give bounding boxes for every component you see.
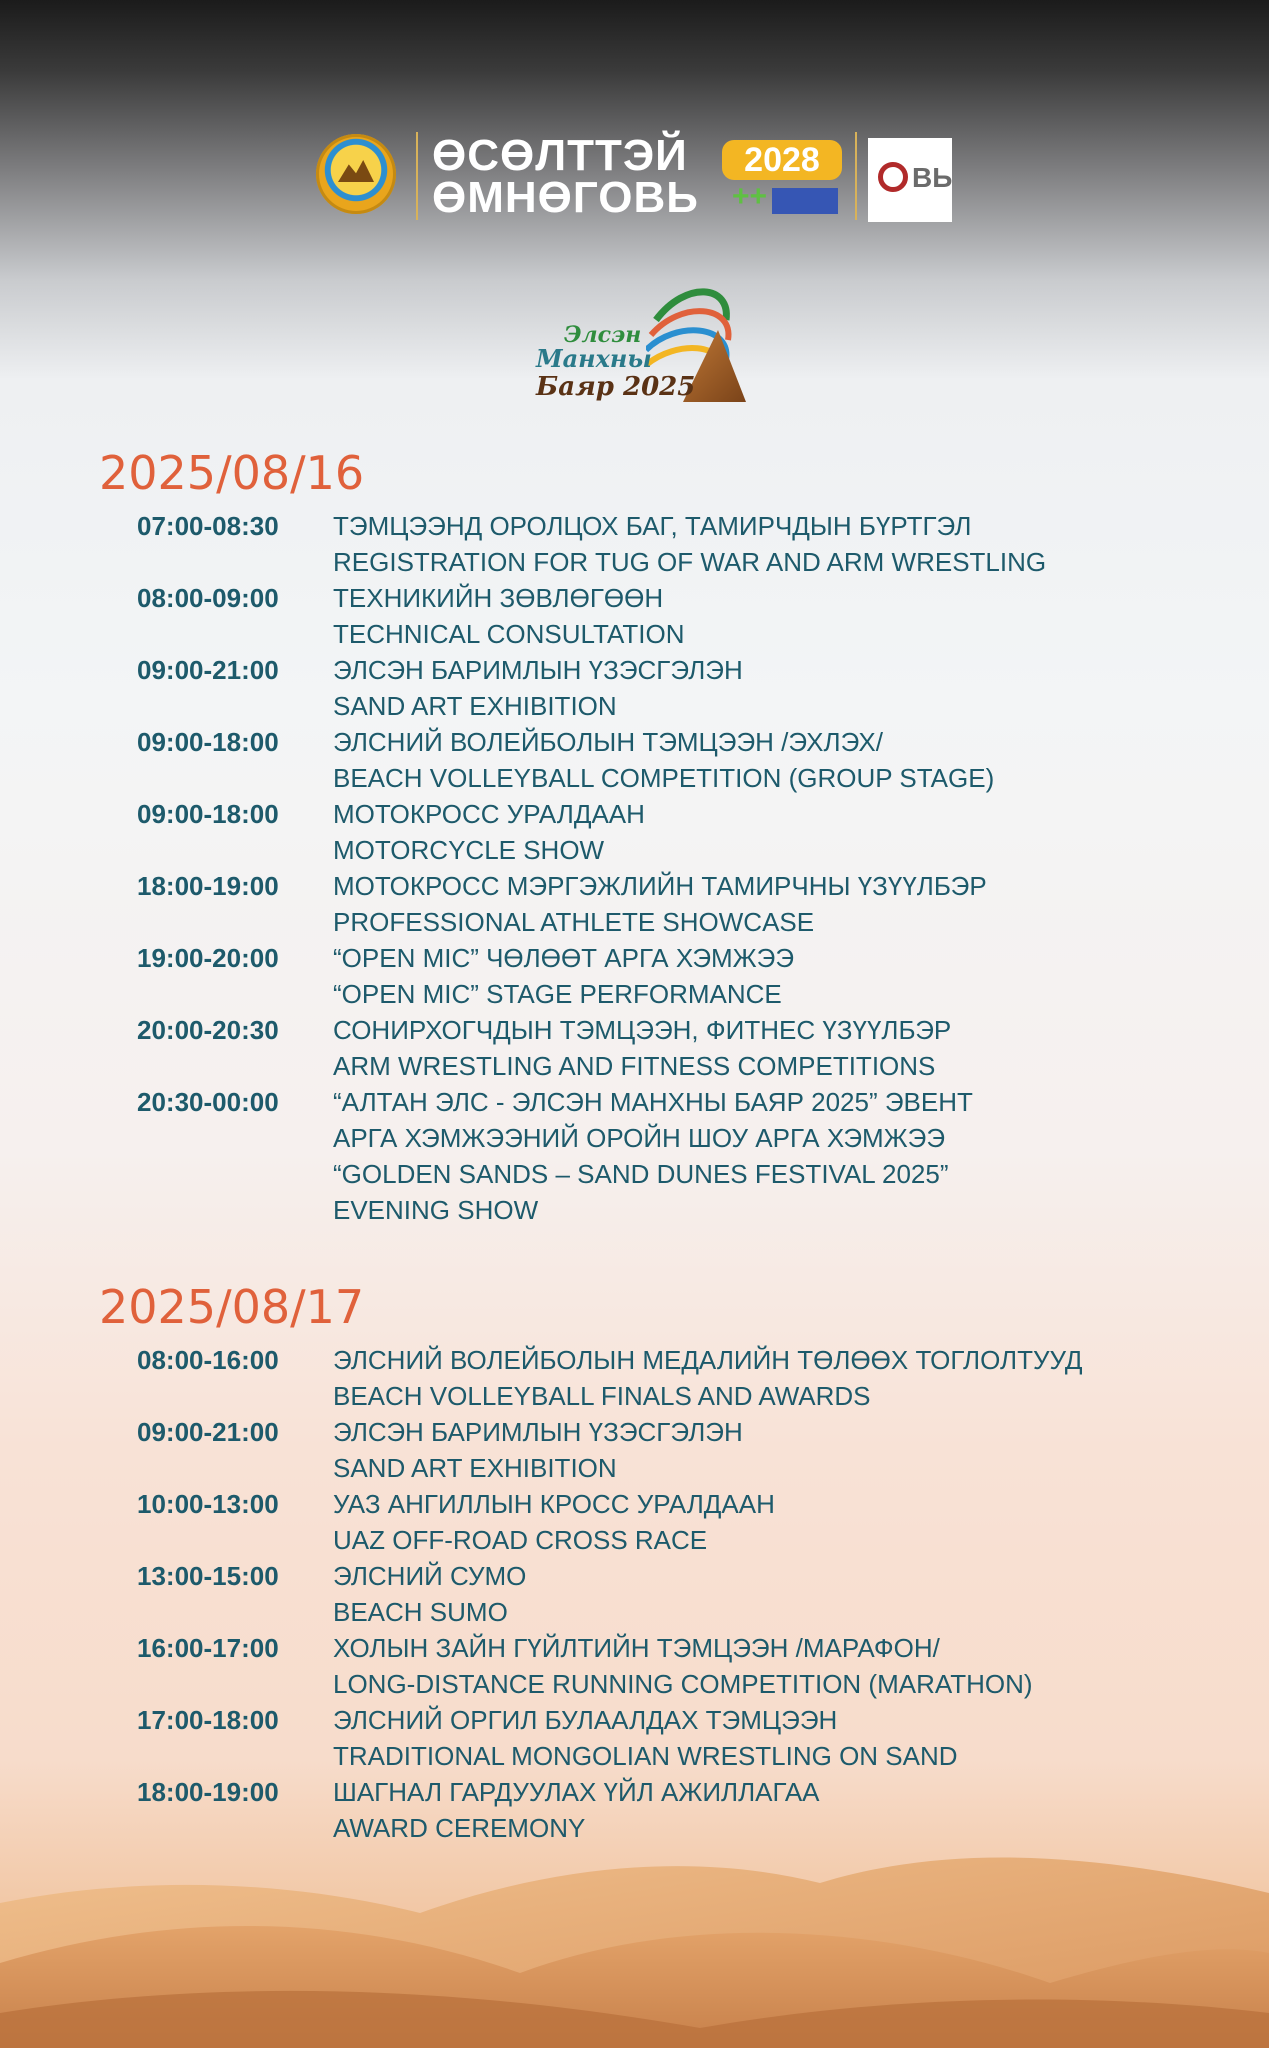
partner-text: ВЬ [912, 162, 953, 193]
schedule-event [0, 1702, 1269, 1774]
event-description-line: BEACH VOLLEYBALL FINALS AND AWARDS [333, 1381, 871, 1411]
event-time: 17:00-18:00 [137, 1705, 279, 1735]
event-description [333, 796, 1269, 868]
event-description-line: “OPEN MIC” STAGE PERFORMANCE [333, 979, 782, 1009]
event-description [333, 580, 1269, 652]
schedule-event [0, 868, 1269, 940]
event-list [0, 1342, 1269, 1846]
slogan-plus: ++ [732, 180, 768, 213]
schedule-event [0, 940, 1269, 1012]
schedule-event [0, 1558, 1269, 1630]
event-description [333, 1702, 1269, 1774]
festival-logo-line-1: Элсэн [564, 322, 642, 348]
event-description-line: АРГА ХЭМЖЭЭНИЙ ОРОЙН ШОУ АРГА ХЭМЖЭЭ [333, 1123, 946, 1153]
event-time: 09:00-21:00 [137, 655, 279, 685]
schedule-event [0, 508, 1269, 580]
event-description [333, 1084, 1269, 1228]
event-description [333, 1012, 1269, 1084]
event-description [333, 1342, 1269, 1414]
schedule-event [0, 652, 1269, 724]
schedule-event [0, 1342, 1269, 1414]
event-time: 08:00-16:00 [137, 1345, 279, 1375]
event-description-line: BEACH VOLLEYBALL COMPETITION (GROUP STAGE) [333, 763, 995, 793]
festival-logo [526, 280, 741, 405]
event-description-line: SAND ART EXHIBITION [333, 1453, 617, 1483]
slogan-line-2: ӨМНӨГОВЬ [432, 173, 699, 222]
schedule-event [0, 1630, 1269, 1702]
event-description [333, 652, 1269, 724]
event-time: 20:00-20:30 [137, 1015, 279, 1045]
event-time: 19:00-20:00 [137, 943, 279, 973]
event-description-line: ЭЛСНИЙ ОРГИЛ БУЛААЛДАХ ТЭМЦЭЭН [333, 1705, 838, 1735]
slogan-logo [432, 132, 852, 222]
event-time: 09:00-21:00 [137, 1417, 279, 1447]
event-description-line: ТЭМЦЭЭНД ОРОЛЦОХ БАГ, ТАМИРЧДЫН БҮРТГЭЛ [333, 511, 972, 541]
event-description-line: AWARD CEREMONY [333, 1813, 586, 1843]
event-description-line: “GOLDEN SANDS – SAND DUNES FESTIVAL 2025” [333, 1159, 949, 1189]
schedule-event [0, 1012, 1269, 1084]
schedule-event [0, 1774, 1269, 1846]
event-description-line: PROFESSIONAL ATHLETE SHOWCASE [333, 907, 815, 937]
omnogovi-emblem-icon [316, 134, 396, 214]
event-description-line: ШАГНАЛ ГАРДУУЛАХ ҮЙЛ АЖИЛЛАГАА [333, 1777, 820, 1807]
event-description-line: MOTORCYCLE SHOW [333, 835, 605, 865]
event-description-line: “АЛТАН ЭЛС - ЭЛСЭН МАНХНЫ БАЯР 2025” ЭВЕНТ [333, 1087, 973, 1117]
event-description-line: МОТОКРОСС УРАЛДААН [333, 799, 645, 829]
partner-logo [868, 138, 952, 222]
event-time: 08:00-09:00 [137, 583, 279, 613]
event-description [333, 1630, 1269, 1702]
event-description [333, 868, 1269, 940]
event-time: 07:00-08:30 [137, 511, 279, 541]
slogan-blue-bar [772, 188, 838, 214]
event-list [0, 508, 1269, 1228]
event-description-line: SAND ART EXHIBITION [333, 691, 617, 721]
event-description [333, 1558, 1269, 1630]
event-description [333, 1486, 1269, 1558]
event-description-line: TRADITIONAL MONGOLIAN WRESTLING ON SAND [333, 1741, 958, 1771]
event-description [333, 508, 1269, 580]
partner-mark-icon [878, 162, 908, 192]
event-description-line: UAZ OFF-ROAD CROSS RACE [333, 1525, 708, 1555]
event-description-line: УАЗ АНГИЛЛЫН КРОСС УРАЛДААН [333, 1489, 775, 1519]
event-description-line: ARM WRESTLING AND FITNESS COMPETITIONS [333, 1051, 936, 1081]
event-time: 20:30-00:00 [137, 1087, 279, 1117]
event-description-line: REGISTRATION FOR TUG OF WAR AND ARM WRESTLING [333, 547, 1047, 577]
header-logos [0, 132, 1269, 222]
sand-dunes-image [0, 1843, 1269, 2048]
event-description [333, 1774, 1269, 1846]
schedule-event [0, 724, 1269, 796]
schedule-event [0, 580, 1269, 652]
event-description-line: МОТОКРОСС МЭРГЭЖЛИЙН ТАМИРЧНЫ ҮЗҮҮЛБЭР [333, 871, 987, 901]
event-description-line: LONG-DISTANCE RUNNING COMPETITION (MARATHON) [333, 1669, 1033, 1699]
event-description [333, 940, 1269, 1012]
event-description-line: ТЕХНИКИЙН ЗӨВЛӨГӨӨН [333, 583, 664, 613]
schedule-event [0, 1486, 1269, 1558]
event-description-line: TECHNICAL CONSULTATION [333, 619, 685, 649]
event-description [333, 724, 1269, 796]
event-time: 18:00-19:00 [137, 1777, 279, 1807]
event-description-line: “OPEN MIC” ЧӨЛӨӨТ АРГА ХЭМЖЭЭ [333, 943, 795, 973]
festival-logo-line-3: Баяр 2025 [536, 372, 696, 402]
slogan-line-1: ӨСӨЛТТЭЙ [432, 131, 688, 180]
schedule-event [0, 1414, 1269, 1486]
slogan-year-badge: 2028 [722, 140, 842, 180]
event-description-line: BEACH SUMO [333, 1597, 508, 1627]
schedule-event [0, 1084, 1269, 1228]
event-description-line: ЭЛСЭН БАРИМЛЫН ҮЗЭСГЭЛЭН [333, 655, 743, 685]
event-time: 09:00-18:00 [137, 799, 279, 829]
day-date: 2025/08/17 [99, 1280, 365, 1334]
festival-logo-line-2: Манхны [536, 344, 652, 373]
event-description-line: ЭЛСЭН БАРИМЛЫН ҮЗЭСГЭЛЭН [333, 1417, 743, 1447]
header-divider [416, 132, 418, 220]
event-time: 09:00-18:00 [137, 727, 279, 757]
event-description-line: СОНИРХОГЧДЫН ТЭМЦЭЭН, ФИТНЕС ҮЗҮҮЛБЭР [333, 1015, 952, 1045]
schedule-event [0, 796, 1269, 868]
header-divider-2 [855, 132, 857, 220]
event-description-line: ЭЛСНИЙ ВОЛЕЙБОЛЫН МЕДАЛИЙН ТӨЛӨӨХ ТОГЛОЛТУУД [333, 1345, 1083, 1375]
event-time: 13:00-15:00 [137, 1561, 279, 1591]
day-date: 2025/08/16 [99, 446, 365, 500]
event-description [333, 1414, 1269, 1486]
event-description-line: EVENING SHOW [333, 1195, 539, 1225]
event-description-line: ЭЛСНИЙ ВОЛЕЙБОЛЫН ТЭМЦЭЭН /ЭХЛЭХ/ [333, 727, 883, 757]
event-time: 18:00-19:00 [137, 871, 279, 901]
event-time: 16:00-17:00 [137, 1633, 279, 1663]
event-description-line: ЭЛСНИЙ СУМО [333, 1561, 527, 1591]
event-description-line: ХОЛЫН ЗАЙН ГҮЙЛТИЙН ТЭМЦЭЭН /МАРАФОН/ [333, 1633, 940, 1663]
event-time: 10:00-13:00 [137, 1489, 279, 1519]
